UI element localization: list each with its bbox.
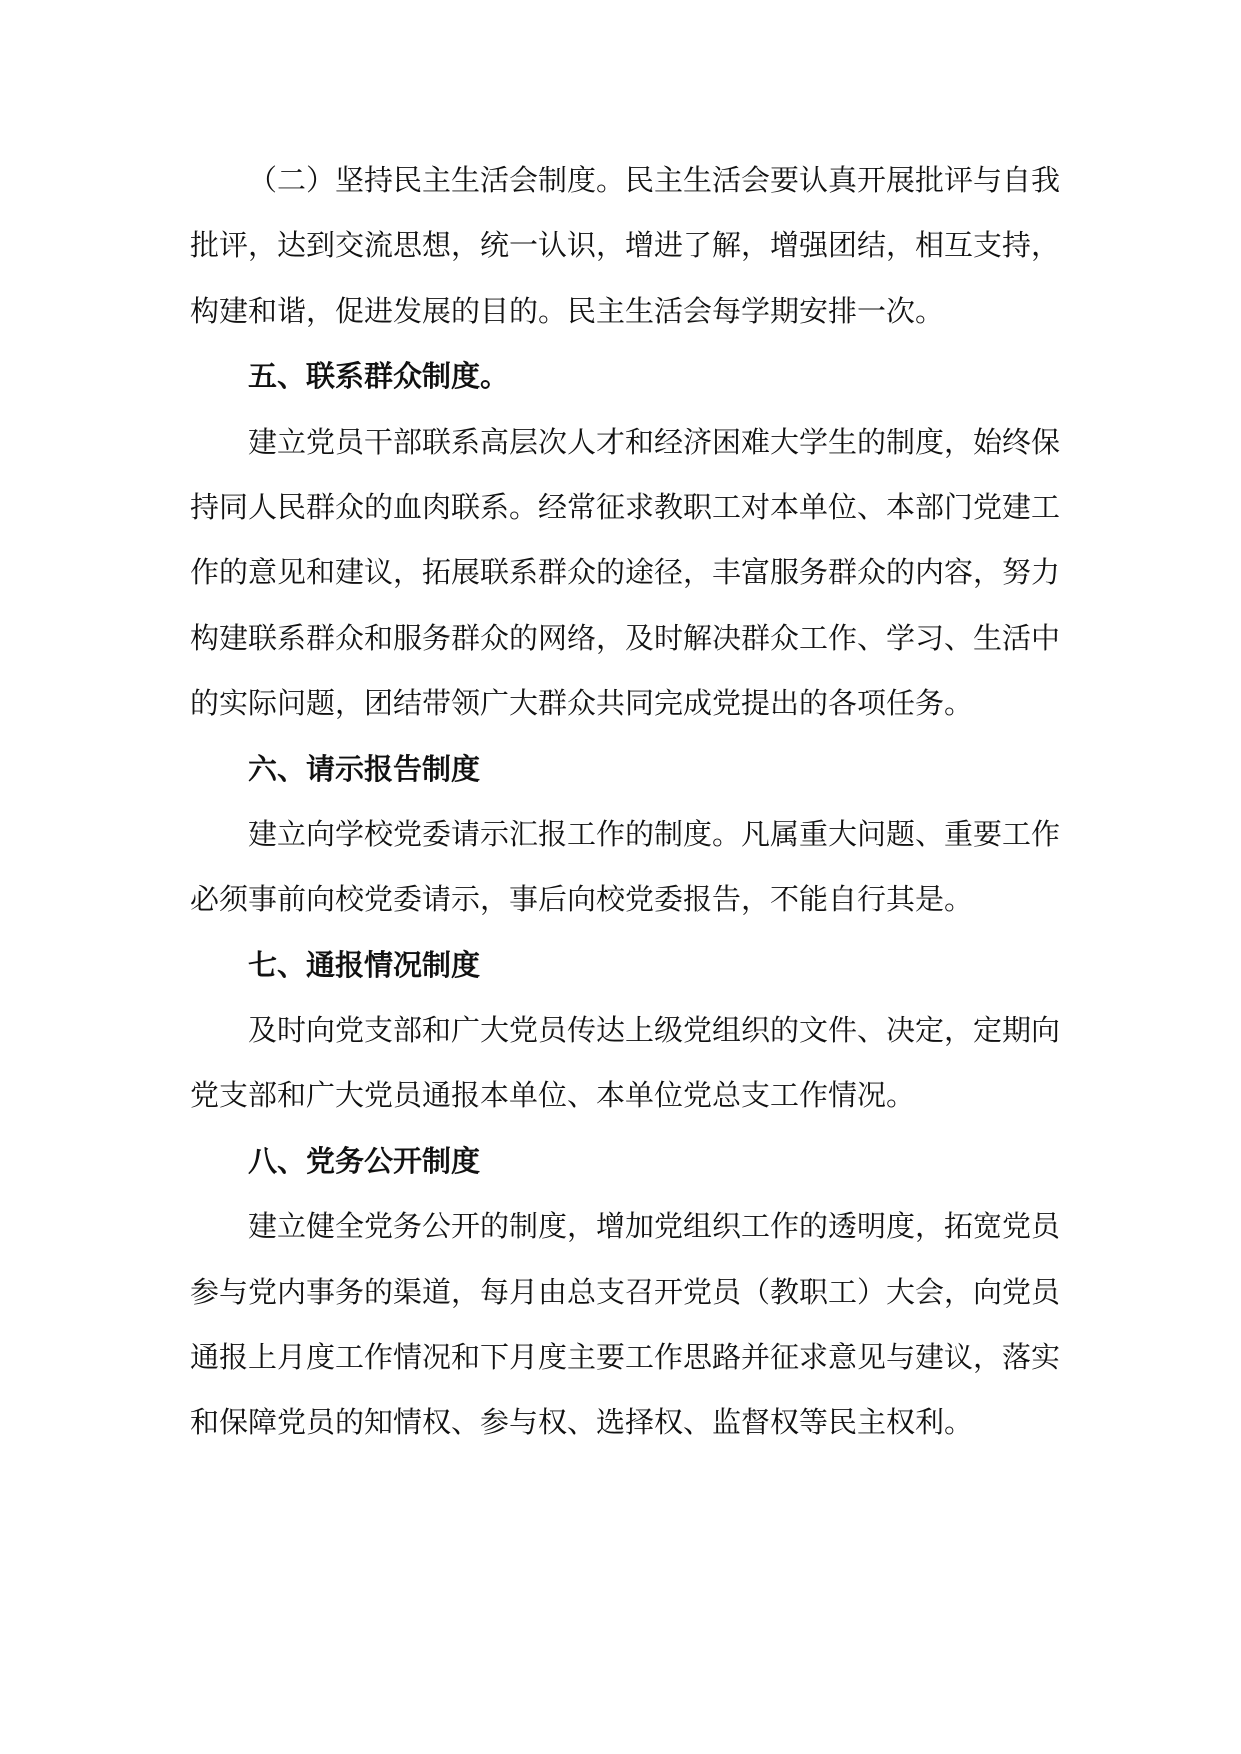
text-line: 持同人民群众的血肉联系。经常征求教职工对本单位、本部门党建工 [190, 489, 1061, 524]
section-heading-party-affairs-openness: 八、党务公开制度 [248, 1143, 481, 1178]
section-heading-contact-masses: 五、联系群众制度。 [248, 359, 510, 394]
paragraph-contact-masses [190, 410, 1060, 737]
paragraph-party-affairs-openness [190, 1194, 1060, 1456]
paragraph-briefing [190, 998, 1060, 1129]
text-line: 必须事前向校党委请示，事后向校党委报告，不能自行其是。 [190, 882, 974, 917]
section-heading-briefing: 七、通报情况制度 [248, 947, 481, 982]
text-line: 党支部和广大党员通报本单位、本单位党总支工作情况。 [190, 1078, 916, 1113]
text-line: 和保障党员的知情权、参与权、选择权、监督权等民主权利。 [190, 1405, 974, 1440]
paragraph-request-report [190, 802, 1060, 933]
text-line: 及时向党支部和广大党员传达上级党组织的文件、决定，定期向 [248, 1013, 1061, 1048]
document-page [190, 148, 1060, 1456]
text-line: 批评，达到交流思想，统一认识，增进了解，增强团结，相互支持， [190, 228, 1061, 263]
section-heading-request-report: 六、请示报告制度 [248, 751, 481, 786]
text-line: 建立向学校党委请示汇报工作的制度。凡属重大问题、重要工作 [248, 816, 1061, 851]
text-line: 建立党员干部联系高层次人才和经济困难大学生的制度，始终保 [248, 424, 1061, 459]
text-line: 参与党内事务的渠道，每月由总支召开党员（教职工）大会，向党员 [190, 1274, 1061, 1309]
text-line: （二）坚持民主生活会制度。民主生活会要认真开展批评与自我 [248, 163, 1061, 197]
text-line: 构建联系群众和服务群众的网络，及时解决群众工作、学习、生活中 [190, 620, 1061, 655]
text-line: 构建和谐，促进发展的目的。民主生活会每学期安排一次。 [190, 293, 945, 328]
text-line: 作的意见和建议，拓展联系群众的途径，丰富服务群众的内容，努力 [190, 555, 1061, 590]
text-line: 的实际问题，团结带领广大群众共同完成党提出的各项任务。 [190, 686, 974, 721]
text-line: 通报上月度工作情况和下月度主要工作思路并征求意见与建议，落实 [190, 1340, 1061, 1375]
text-line: 建立健全党务公开的制度，增加党组织工作的透明度，拓宽党员 [248, 1209, 1061, 1244]
paragraph-democratic-life-meeting [190, 148, 1060, 344]
